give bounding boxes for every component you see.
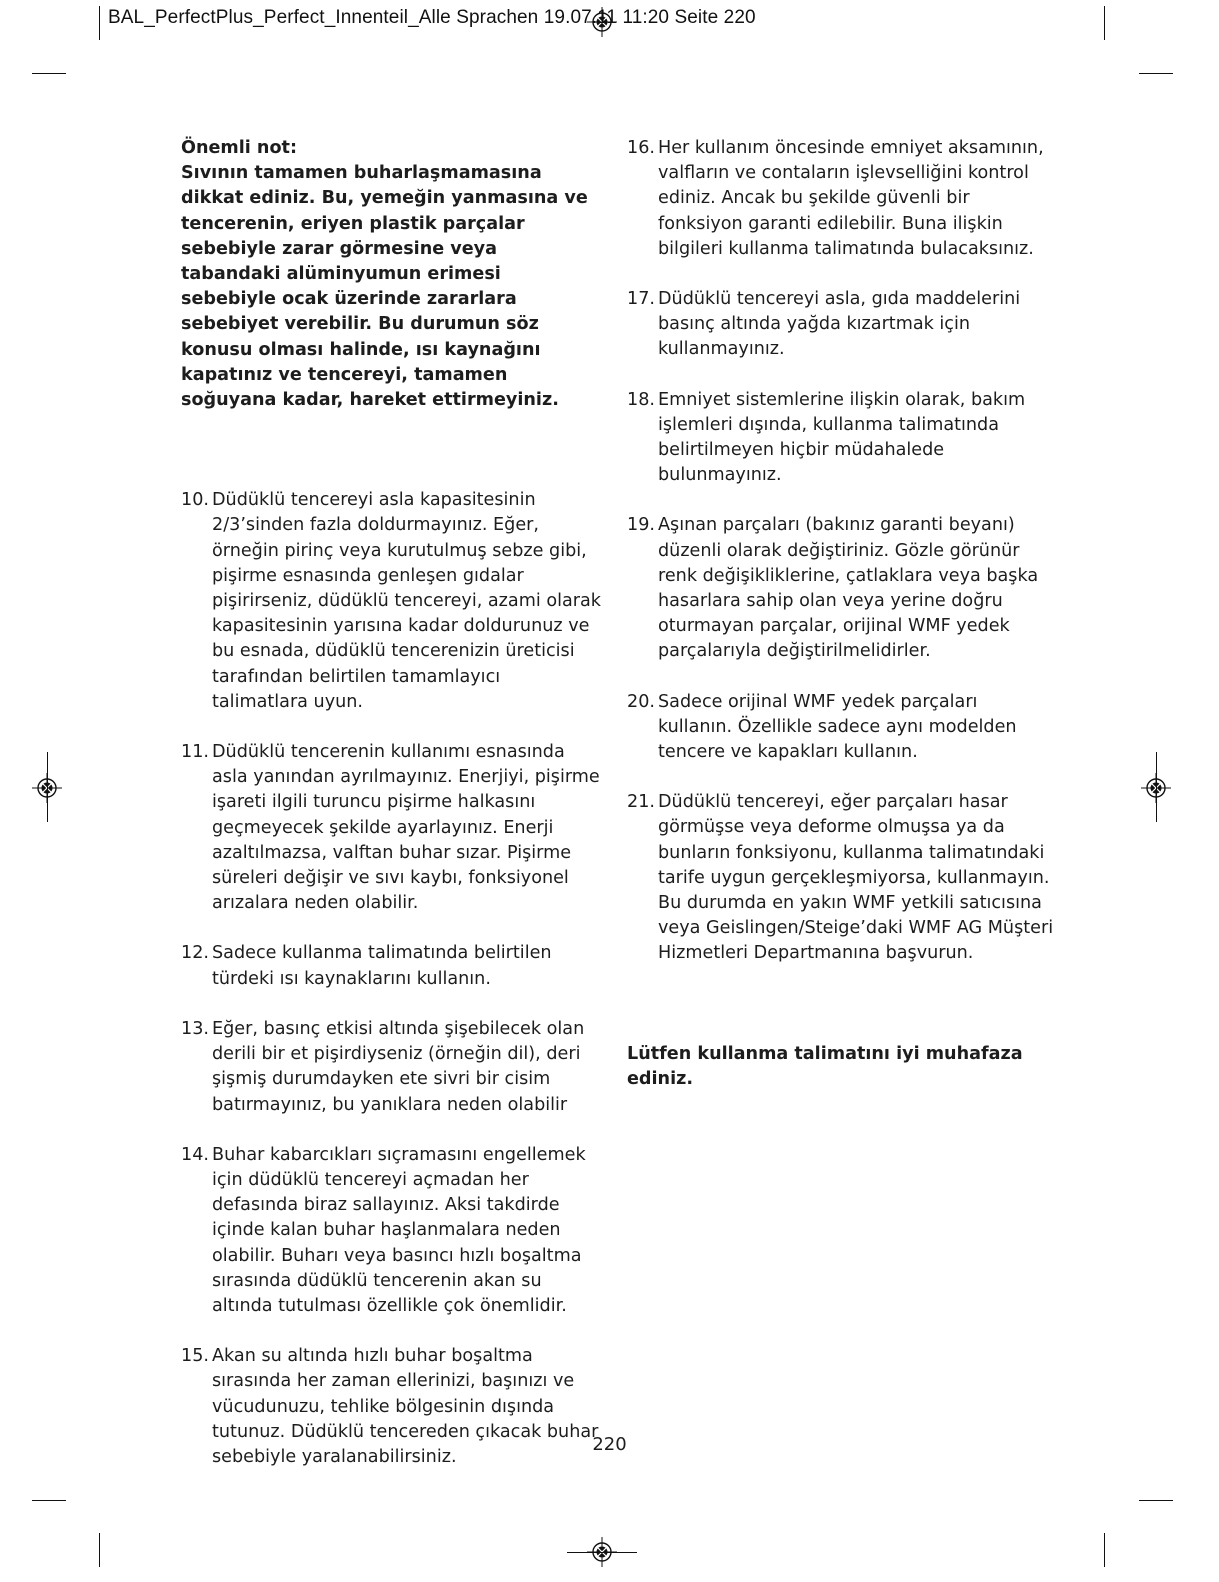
list-item-number: 16. [627,138,655,158]
list-item-number: 21. [627,792,655,813]
list-item-text: Aşınan parçaları (bakınız garanti beyanı) düzenli olarak değiştiriniz. Gözle görünür renk değişikliklerine, çatlaklara veya başka hasarlara sahip olan veya yerine doğru oturmayan parçalar, orijinal WMF yedek parçalarıyla değiştirilmelidirler. [658,515,1039,662]
closing-note: Lütfen kullanma talimatını iyi muhafaza ediniz. [627,1043,1023,1089]
list-item-number: 13. [181,1018,209,1039]
list-item [627,790,1057,966]
important-note-body: Sıvının tamamen buharlaşmamasına dikkat ediniz. Bu, yemeğin yanmasına ve tencerenin, eriyen plastik parçalar sebebiyle zarar görmesine veya tabandaki alüminyumun erimesi sebebiyle ocak üzerinde zararlara sebebiyet verebilir. Bu durumun söz konusu olması halinde, ısı kaynağını kapatınız ve tencereyi, tamamen soğuyana kadar, hareket ettirmeyiniz. [181,163,588,411]
list-item [627,513,1057,664]
list-item-number: 20. [627,691,655,712]
list-item-number: 12. [181,943,209,964]
list-item-text: Her kullanım öncesinde emniyet aksamının, valfların ve contaların işlevselliğini kontrol ediniz. Ancak bu şekilde güvenli bir fonksiyon garanti edilebilir. Buna ilişkin bilgileri kullanma talimatında bulacaksınız. [658,138,1044,259]
crop-mark-top-right-horizontal [1139,73,1173,74]
list-item [627,690,1057,766]
list-item-text: Düdüklü tencereyi asla, gıda maddelerini basınç altında yağda kızartmak için kullanmayınız. [658,289,1021,360]
list-item [627,287,1057,363]
list-item-text: Düdüklü tencereyi asla kapasitesinin 2/3’sinden fazla doldurmayınız. Eğer, örneğin pirinç veya kurutulmuş sebze gibi, pişirme esnasında genleşen gıdalar pişirirseniz, düdüklü tencereyi, azami olarak kapasitesinin yarısına kadar doldurunuz ve bu esnada, düdüklü tencerenizin üreticisi tarafından belirtilen tamamlayıcı talimatlara uyun. [212,490,601,712]
important-note-heading: Önemli not: [181,138,297,158]
list-item-text: Eğer, basınç etkisi altında şişebilecek olan derili bir et pişirdiyseniz (örneğin dil), deri şişmiş durumdayken ete sivri bir cisim batırmayınız, bu yanıklara neden olabilir [212,1018,585,1115]
list-item [181,740,601,916]
crop-mark-top-left-horizontal [32,73,66,74]
crop-mark-bottom-left-horizontal [32,1500,66,1501]
right-column [627,136,1057,1110]
list-item-number: 10. [181,490,209,511]
registration-line-left [47,752,48,822]
list-item [181,941,601,991]
registration-line-bottom [567,1552,637,1553]
page-number: 220 [592,1434,627,1455]
list-item [627,136,1057,262]
list-item [181,488,601,715]
list-item [181,1017,601,1118]
registration-line-right [1156,752,1157,822]
list-item-number: 18. [627,389,655,410]
list-item-number: 14. [181,1144,209,1165]
crop-mark-top-right-vertical [1104,6,1105,40]
crop-mark-bottom-right-horizontal [1139,1500,1173,1501]
list-item-text: Emniyet sistemlerine ilişkin olarak, bakım işlemleri dışında, kullanma talimatında belirtilmeyen hiçbir müdahalede bulunmayınız. [658,389,1026,486]
list-item-text: Akan su altında hızlı buhar boşaltma sırasında her zaman ellerinizi, başınızı ve vücudunuzu, tehlike bölgesinin dışında tutunuz. Düdüklü tencereden çıkacak buhar sebebiyle yaralanabilirsiniz. [212,1346,599,1467]
crop-mark-bottom-right-vertical [1104,1533,1105,1567]
print-slug-header: BAL_PerfectPlus_Perfect_Innenteil_Alle Sprachen 19.07.11 11:20 Seite 220 [108,7,756,28]
list-item-text: Buhar kabarcıkları sıçramasını engellemek için düdüklü tencereyi açmadan her defasında biraz sallayınız. Aksi takdirde içinde kalan buhar haşlanmalara neden olabilir. Buharı veya basıncı hızlı boşaltma sırasında düdüklü tencerenin akan su altında tutulması özellikle çok önemlidir. [212,1144,586,1316]
crop-mark-top-left-vertical [99,6,100,40]
list-item-text: Sadece orijinal WMF yedek parçaları kullanın. Özellikle sadece aynı modelden tencere ve kapakları kullanın. [658,691,1017,763]
list-item-number: 17. [627,289,655,310]
list-item-text: Düdüklü tencerenin kullanımı esnasında asla yanından ayrılmayınız. Enerjiyi, pişirme işareti ilgili turuncu pişirme halkasını geçmeyecek şekilde ayarlayınız. Enerji azaltılmazsa, valftan buhar sızar. Pişirme süreleri değişir ve sıvı kaybı, fonksiyonel arızalara neden olabilir. [212,742,600,914]
list-item [181,1143,601,1319]
list-item-number: 11. [181,742,209,763]
left-column [181,136,601,1495]
crop-mark-bottom-left-vertical [99,1533,100,1567]
list-item-text: Sadece kullanma talimatında belirtilen türdeki ısı kaynaklarını kullanın. [212,943,552,989]
list-item-number: 19. [627,515,655,536]
list-item-text: Düdüklü tencereyi, eğer parçaları hasar görmüşse veya deforme olmuşsa ya da bunların fonksiyonu, kullanma talimatındaki tarife uygun gerçekleşmiyorsa, kullanmayın. Bu durumda en yakın WMF yetkili satıcısına veya Geislingen/Steige’daki WMF AG Müşteri Hizmetleri Departmanına başvurun. [658,792,1054,964]
list-item [627,388,1057,489]
list-item-number: 15. [181,1346,209,1367]
